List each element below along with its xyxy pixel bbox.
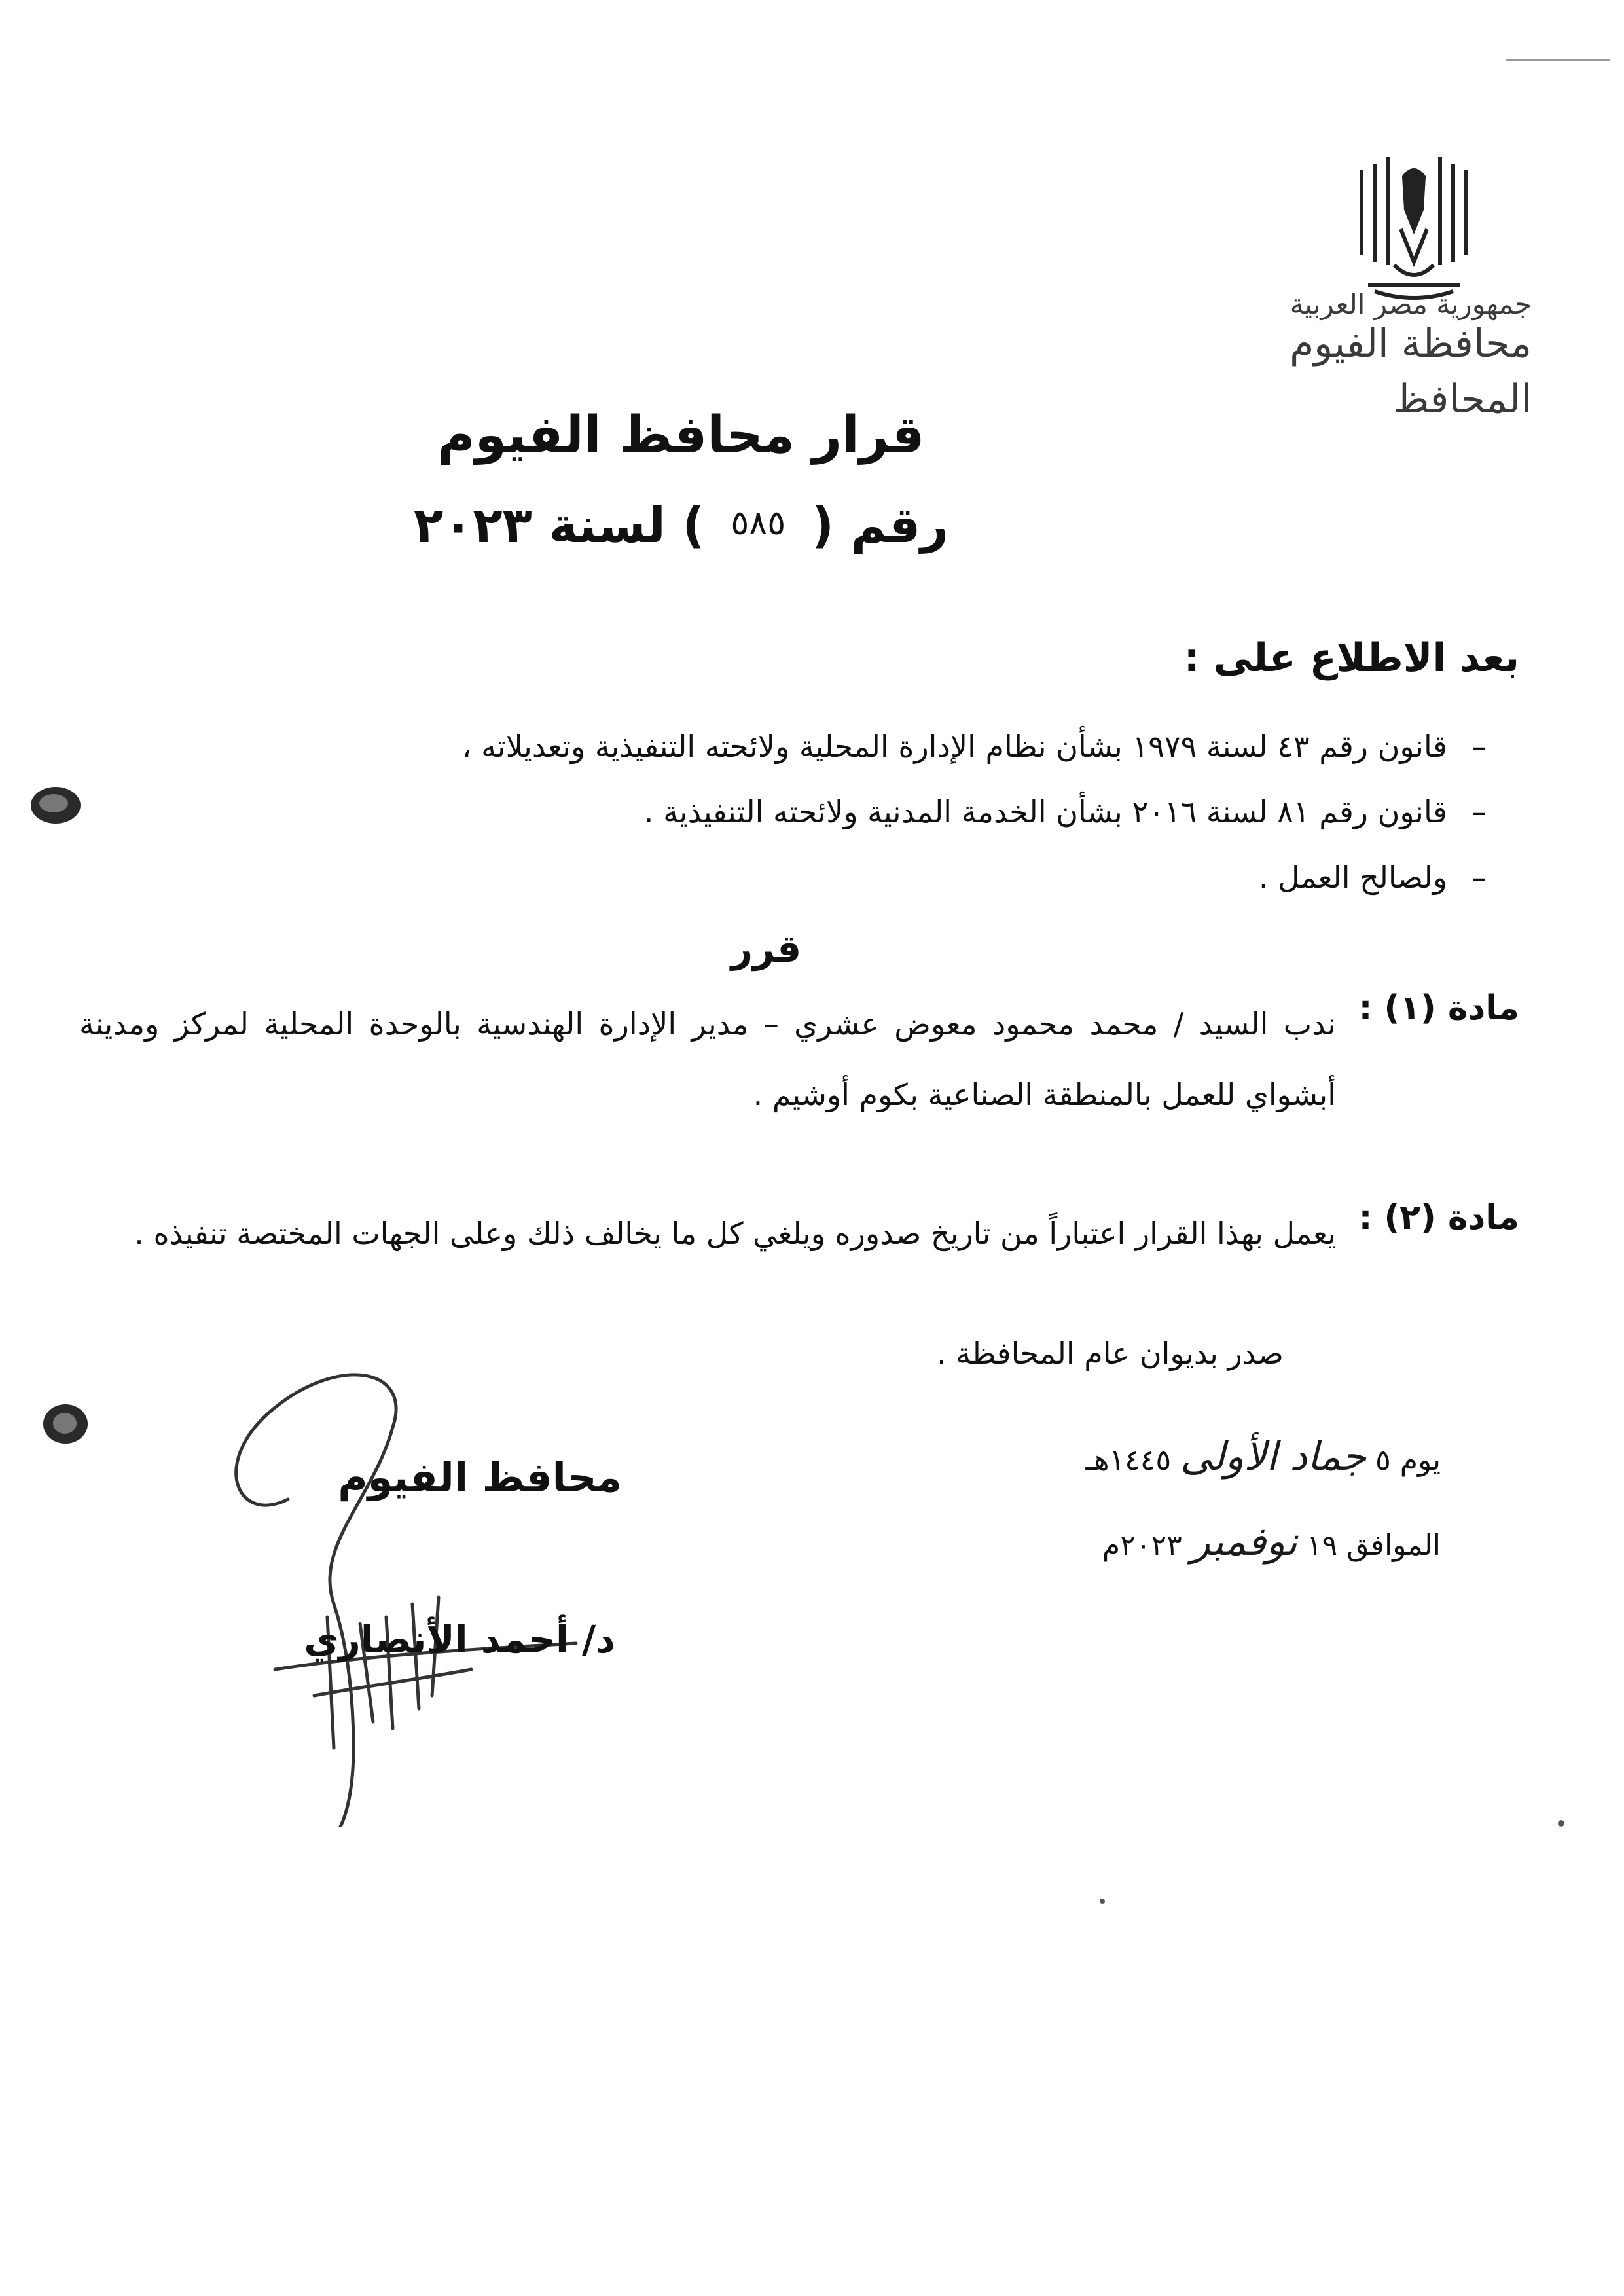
hijri-date <box>1086 1434 1441 1480</box>
scan-speck <box>1558 1820 1564 1827</box>
decree-title: قرار محافظ الفيوم <box>437 406 925 465</box>
article-label: مادة (٢) : <box>1358 1198 1519 1237</box>
letterhead <box>1276 124 1551 439</box>
article-text: ندب السيد / محمد محمود معوض عشري – مدير الإدارة الهندسية بالوحدة المحلية لمركز ومدينة أبشواي للعمل بالمنطقة الصناعية بكوم أوشيم . <box>79 1006 1336 1112</box>
scan-speck <box>1506 59 1610 61</box>
signatory-name: د/ أحمد الأنصاري <box>304 1617 615 1662</box>
greg-month-handwritten: نوفمبر <box>1191 1519 1297 1565</box>
greg-year: ٢٠٢٣م <box>1102 1529 1182 1562</box>
scan-speck <box>1100 1899 1105 1904</box>
eagle-emblem-icon <box>1348 151 1479 301</box>
clause-text: قانون رقم ٨١ لسنة ٢٠١٦ بشأن الخدمة المدنية ولائحته التنفيذية . <box>643 794 1447 829</box>
signatory-title: محافظ الفيوم <box>338 1453 622 1501</box>
greg-prefix: الموافق ١٩ <box>1306 1529 1441 1562</box>
clauses-list <box>210 714 1487 910</box>
hijri-year: ١٤٤٥هـ <box>1085 1444 1172 1477</box>
list-item: –ولصالح العمل . <box>1258 860 1487 895</box>
decree-number-prefix: رقم ( <box>812 498 948 554</box>
handwritten-signature <box>196 1329 615 1827</box>
issued-at: صدر بديوان عام المحافظة . <box>936 1336 1284 1371</box>
article-label: مادة (١) : <box>1358 989 1519 1028</box>
clause-text: ولصالح العمل . <box>1258 860 1447 895</box>
signature-block <box>236 1440 694 1715</box>
decree-number-value: ٥٨٥ <box>731 503 786 543</box>
decided-heading: قرر <box>731 926 802 971</box>
decree-number-suffix: ) لسنة ٢٠٢٣ <box>414 498 705 554</box>
clause-text: قانون رقم ٤٣ لسنة ١٩٧٩ بشأن نظام الإدارة المحلية ولائحته التنفيذية وتعديلاته ، <box>461 729 1447 764</box>
after-review-heading: بعد الاطلاع على : <box>1183 635 1519 681</box>
list-item: –قانون رقم ٤٣ لسنة ١٩٧٩ بشأن نظام الإدارة المحلية ولائحته التنفيذية وتعديلاته ، <box>461 729 1487 764</box>
article-text: يعمل بهذا القرار اعتباراً من تاريخ صدوره ويلغي كل ما يخالف ذلك وعلى الجهات المختصة تنفيذه . <box>134 1216 1336 1251</box>
letterhead-office: المحافظ <box>1392 376 1532 422</box>
letterhead-governorate: محافظة الفيوم <box>1290 321 1532 367</box>
decree-number-line <box>0 498 1624 554</box>
punch-hole-icon <box>26 782 85 828</box>
punch-hole-icon <box>36 1401 95 1447</box>
list-item: –قانون رقم ٨١ لسنة ٢٠١٦ بشأن الخدمة المدنية ولائحته التنفيذية . <box>643 794 1487 829</box>
gregorian-date <box>1102 1519 1441 1565</box>
hijri-month-handwritten: جماد الأولى <box>1180 1434 1367 1480</box>
hijri-prefix: يوم ٥ <box>1375 1444 1441 1477</box>
letterhead-country: جمهورية مصر العربية <box>1290 288 1532 320</box>
